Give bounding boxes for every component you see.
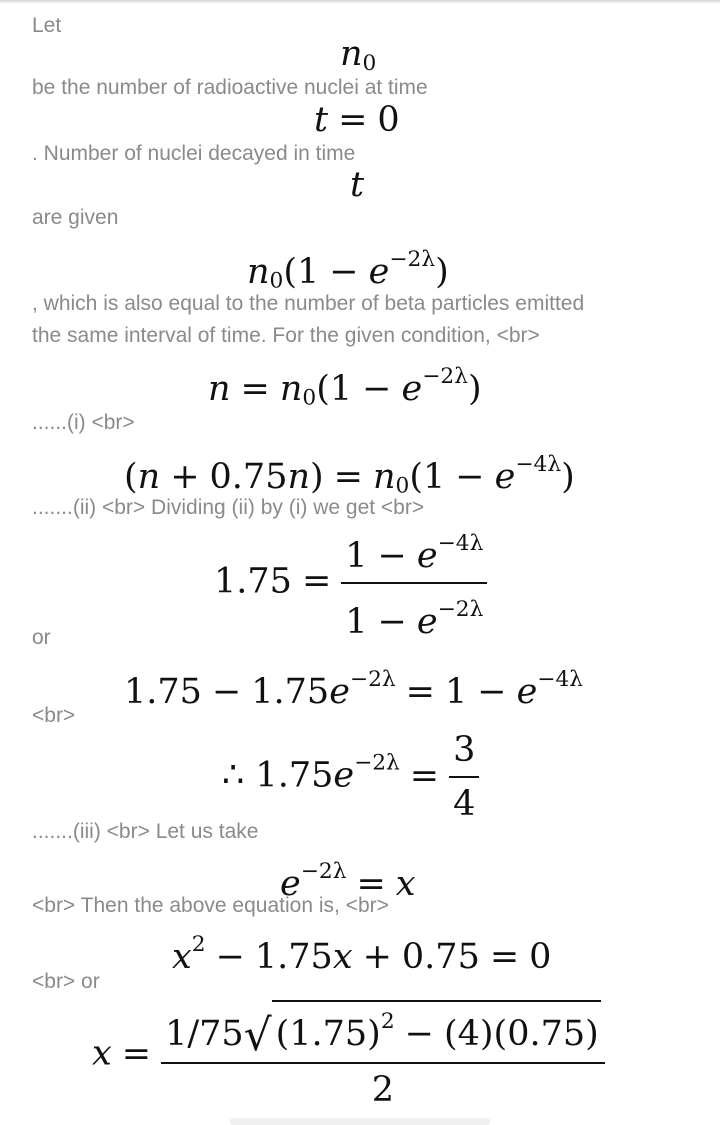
text-let: Let (32, 14, 62, 37)
top-shadow (0, 0, 720, 4)
math-equation-ii: $(n + 0.75n) = n_0(1 - e^{-4\lambda})$ (124, 452, 575, 499)
math-therefore-equation: ∴ $1.75e^{-2\lambda}$ = $\frac{3}{4}$ (222, 730, 479, 824)
text-then-equation: <br> Then the above equation is, <br> (32, 894, 389, 917)
text-br-or: <br> or (32, 970, 100, 993)
math-quadratic: $x^2 - 1.75x + 0.75 = 0$ (172, 932, 552, 977)
math-ratio-equation: 1.75 = $\frac{1 - e^{-4\lambda}}{1 - e^{-2\lambda}}$ (214, 524, 487, 642)
math-t-equals-0: t = 0 (314, 100, 400, 140)
math-n0: $n_0$ (340, 34, 377, 76)
text-given-condition: the same interval of time. For the given condition, <br> (32, 324, 540, 347)
math-decayed-expression: $n_0(1 - e^{-2\lambda})$ (247, 247, 449, 294)
text-label-iii: .......(iii) <br> Let us take (32, 820, 259, 843)
text-beta-particles: , which is also equal to the number of beta particles emitted (32, 292, 585, 315)
text-label-i: ......(i) <br> (32, 411, 135, 434)
text-are-given: are given (32, 206, 119, 229)
math-three-quarters: $\frac{3}{4}$ (449, 730, 479, 824)
text-br: <br> (32, 704, 76, 727)
math-ratio-fraction: $\frac{1 - e^{-4\lambda}}{1 - e^{-2\lambda}}$ (341, 524, 487, 642)
text-or: or (32, 626, 51, 649)
math-solution-fraction: $\frac{1/75√ (1.75)^2 - (4)(0.75)}{2}$ (161, 1000, 605, 1110)
scroll-indicator (230, 1118, 490, 1125)
text-dividing: .......(ii) <br> Dividing (ii) by (i) we get <br> (32, 496, 425, 519)
math-equation-i: $n = n_0(1 - e^{-2\lambda})$ (208, 364, 482, 411)
math-t: t (350, 165, 365, 205)
math-quadratic-solution: x = $\frac{1/75√ (1.75)^2 - (4)(0.75)}{2}$ (92, 1000, 605, 1110)
math-rearranged-equation: $1.75 - 1.75e^{-2\lambda} = 1 - e^{-4\lambda}$ (124, 667, 584, 712)
text-number-of-nuclei: be the number of radioactive nuclei at time (32, 76, 428, 99)
math-substitution: $e^{-2\lambda} = x$ (280, 859, 416, 904)
text-decayed-in-time: . Number of nuclei decayed in time (32, 142, 356, 165)
